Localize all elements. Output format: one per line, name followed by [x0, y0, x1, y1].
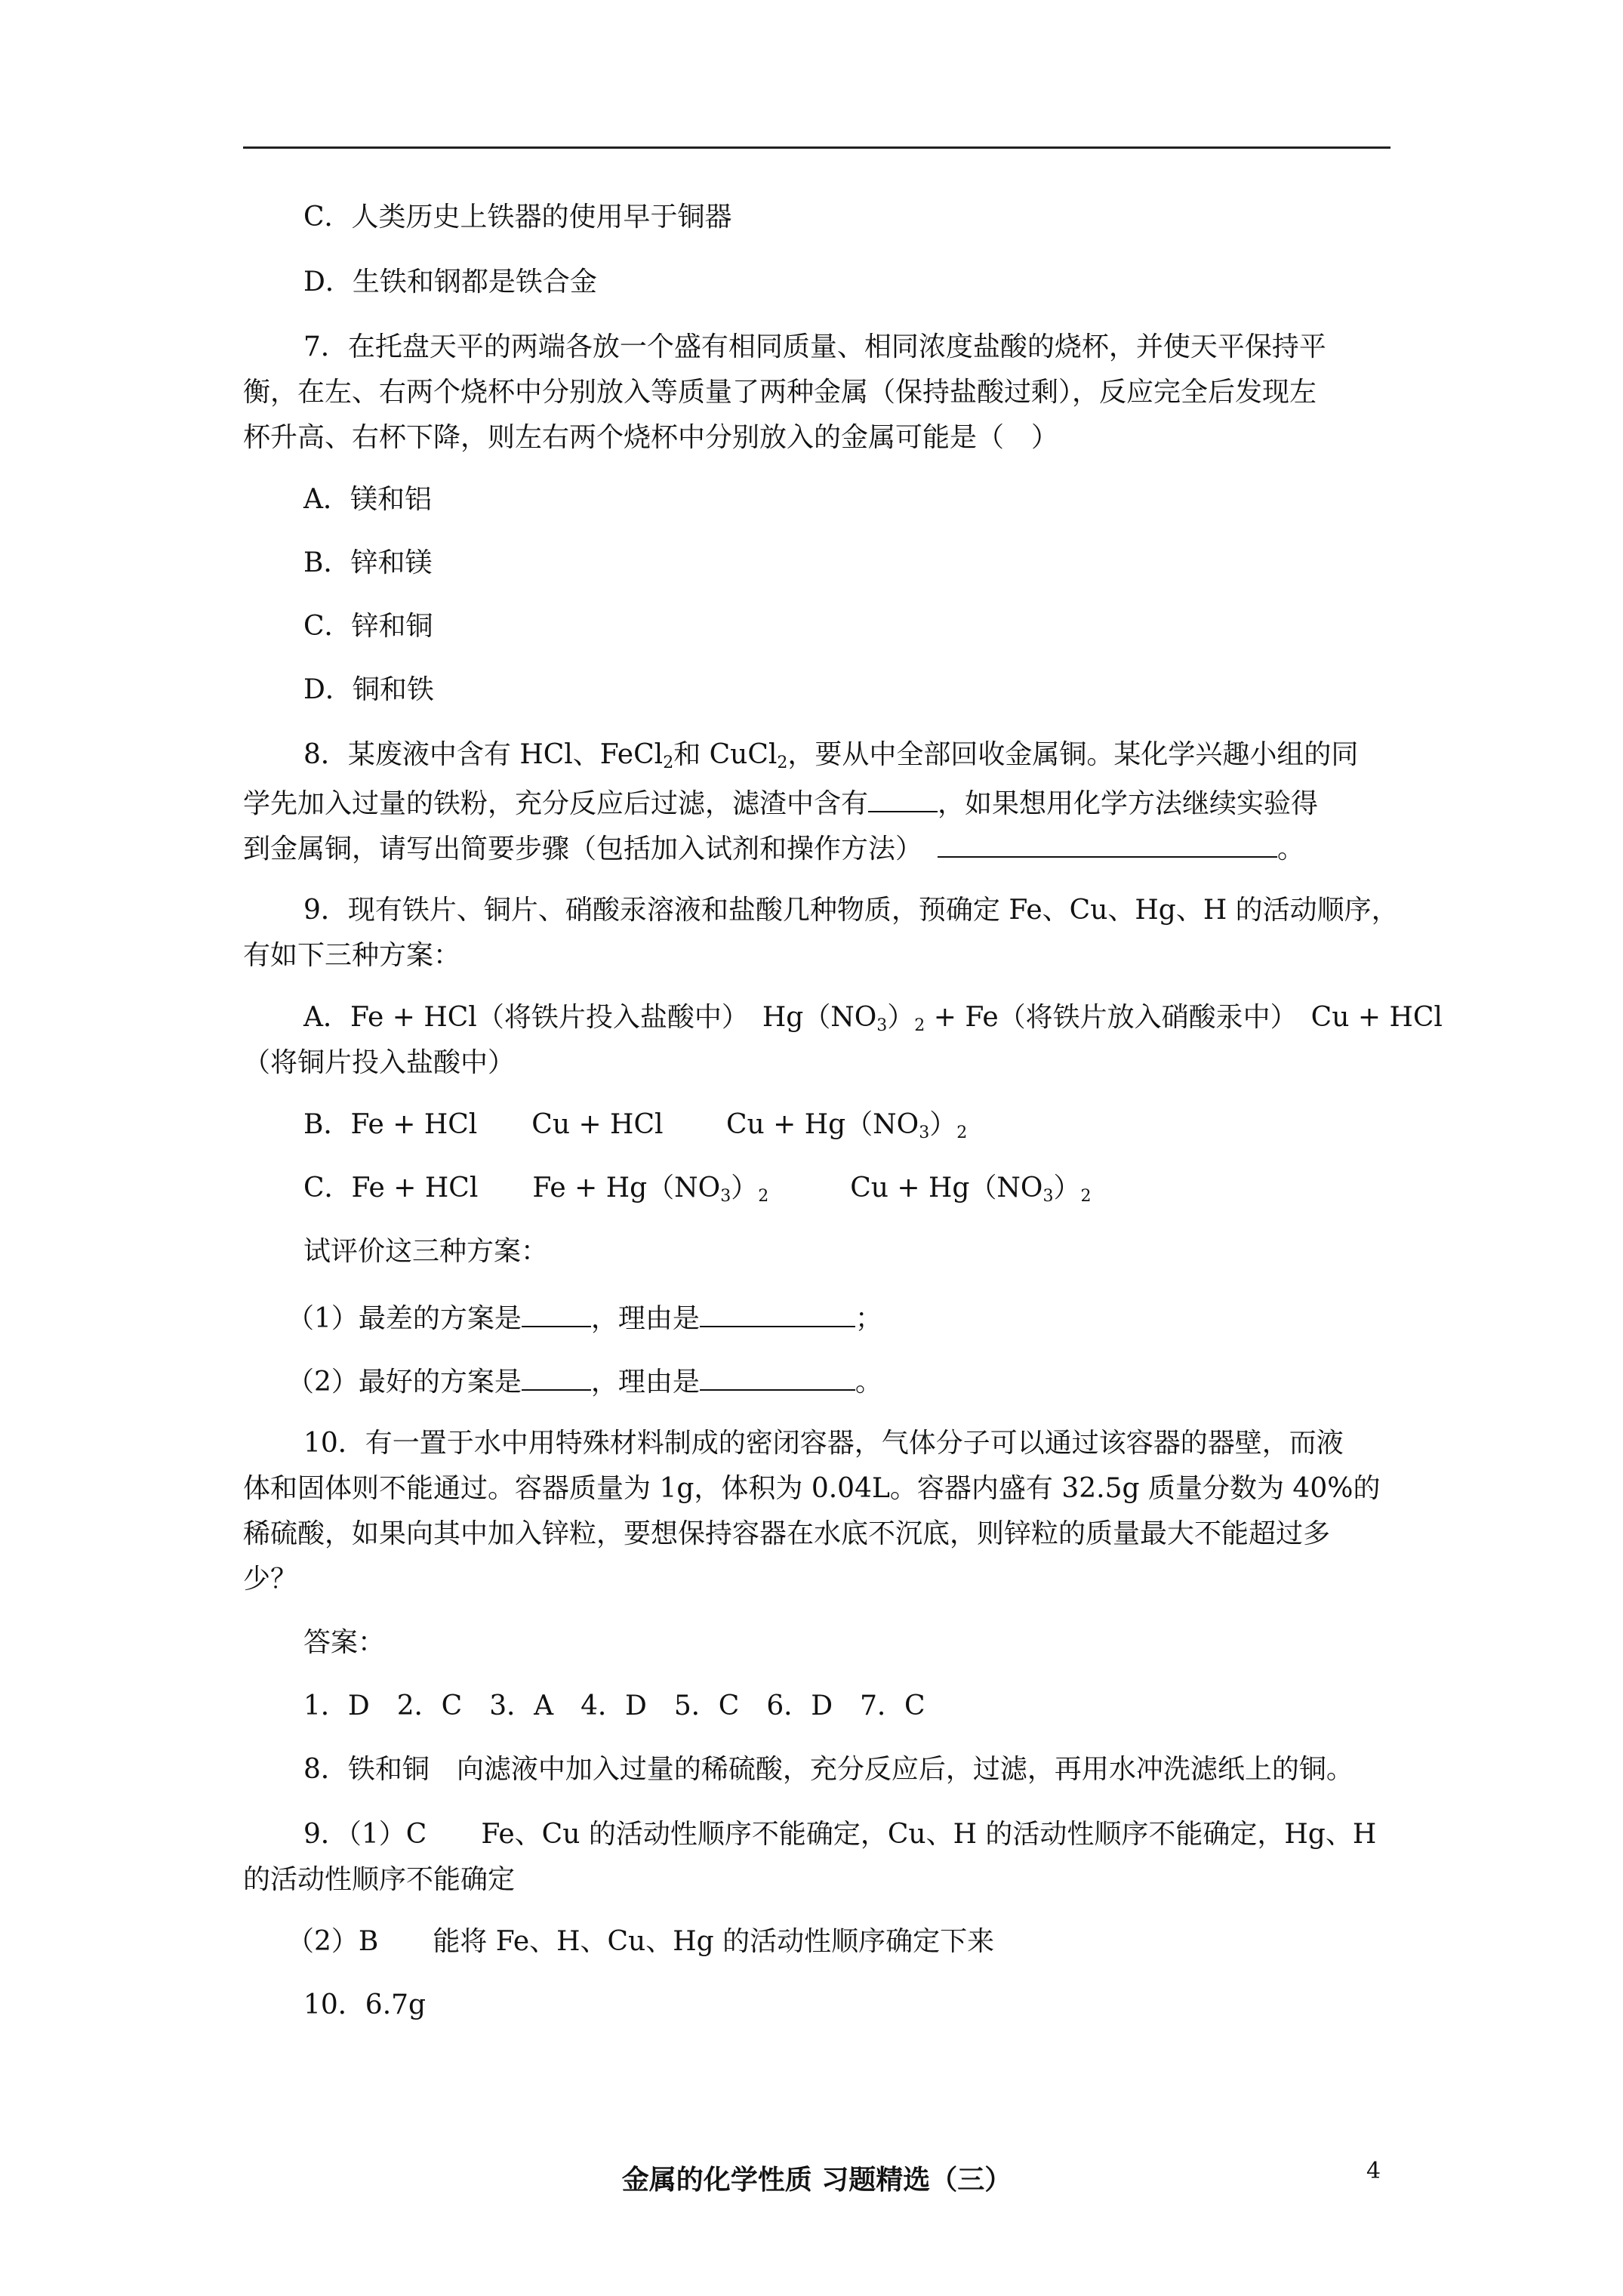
- q10-line-2: 体和固体则不能通过。容器质量为 1g，体积为 0.04L。容器内盛有 32.5g 质量分数为 40%的: [243, 1473, 1381, 1504]
- q9-line-1: 9．现有铁片、铜片、硝酸汞溶液和盐酸几种物质，预确定 Fe、Cu、Hg、H 的活动顺序，: [303, 895, 1399, 926]
- q8-line-2: [243, 784, 1390, 821]
- page-number: 4: [1366, 2158, 1381, 2184]
- q8-line-1: [303, 738, 1390, 772]
- subscript: 2: [1080, 1187, 1092, 1206]
- subscript: 2: [956, 1123, 968, 1142]
- subscript: 3: [876, 1016, 888, 1035]
- q7-line-3: 杯升高、右杯下降，则左右两个烧杯中分别放入的金属可能是（ ）: [243, 422, 1059, 453]
- answers-1-7: 1．D 2．C 3．A 4．D 5．C 6．D 7．C: [303, 1690, 925, 1721]
- q7-option-b: B．锌和镁: [303, 547, 433, 578]
- answer-9-sub-2: （2）B 能将 Fe、H、Cu、Hg 的活动性顺序确定下来: [287, 1926, 995, 1957]
- subscript: 3: [919, 1123, 930, 1142]
- answer-9-line-1: 9．（1）C Fe、Cu 的活动性顺序不能确定，Cu、H 的活动性顺序不能确定，Hg、H: [303, 1819, 1377, 1850]
- q8-line-3: [243, 829, 1390, 866]
- subscript: 2: [663, 754, 674, 772]
- subscript: 2: [758, 1187, 769, 1206]
- answers-title: 答案：: [303, 1627, 386, 1658]
- q9-text: ；: [855, 1303, 882, 1334]
- q8-text: 8．某废液中含有 HCl、FeCl: [303, 739, 664, 770]
- q8-text: ，如果想用化学方法继续实验得: [938, 788, 1319, 819]
- answer-blank: [700, 1362, 855, 1391]
- q7-option-c: C．锌和铜: [303, 611, 433, 642]
- q8-text: 学先加入过量的铁粉，充分反应后过滤，滤渣中含有: [243, 788, 869, 819]
- answer-blank: [938, 829, 1277, 858]
- q10-line-1: 10．有一置于水中用特殊材料制成的密闭容器，气体分子可以通过该容器的器壁，而液: [303, 1428, 1344, 1459]
- plan-text: Cu + Hg（NO: [768, 1173, 1043, 1203]
- q10-line-4: 少？: [243, 1564, 298, 1595]
- answer-9-line-2: 的活动性顺序不能确定: [243, 1864, 516, 1895]
- q9-plan-c: [303, 1172, 1390, 1205]
- answer-blank: [522, 1299, 591, 1327]
- q9-sub-1: [287, 1299, 1434, 1336]
- q7-line-2: 衡，在左、右两个烧杯中分别放入等质量了两种金属（保持盐酸过剩），反应完全后发现左: [243, 377, 1317, 408]
- section-title: 金属的化学性质 习题精选（三）: [621, 2165, 1012, 2196]
- q10-line-3: 稀硫酸，如果向其中加入锌粒，要想保持容器在水底不沉底，则锌粒的质量最大不能超过多: [243, 1518, 1331, 1549]
- q8-text: 和 CuCl: [673, 739, 778, 770]
- q9-sub-2: [287, 1362, 1434, 1399]
- q7-option-d: D．铜和铁: [303, 674, 434, 705]
- subscript: 2: [914, 1016, 925, 1035]
- plan-text: + Fe（将铁片放入硝酸汞中） Cu + HCl: [925, 1002, 1443, 1033]
- q9-line-2: 有如下三种方案：: [243, 940, 461, 971]
- q8-text: 。: [1277, 834, 1305, 864]
- answer-blank: [700, 1299, 855, 1327]
- q9-plan-a-line-1: [303, 1001, 1443, 1035]
- q9-text: （2）最好的方案是: [287, 1367, 522, 1398]
- q9-text: （1）最差的方案是: [287, 1303, 522, 1334]
- q7-line-1: 7．在托盘天平的两端各放一个盛有相同质量、相同浓度盐酸的烧杯，并使天平保持平: [303, 331, 1326, 362]
- plan-text: ）: [1053, 1173, 1081, 1203]
- plan-text: C．Fe + HCl Fe + Hg（NO: [303, 1173, 721, 1203]
- answer-10: 10．6.7g: [303, 1989, 427, 2020]
- header-rule: [243, 146, 1390, 149]
- q9-text: ，理由是: [590, 1303, 700, 1334]
- subscript: 2: [777, 754, 788, 772]
- q8-text: ，要从中全部回收金属铜。某化学兴趣小组的同: [787, 739, 1359, 770]
- q7-option-a: A．镁和铝: [303, 484, 432, 515]
- plan-text: ）: [887, 1002, 915, 1033]
- q9-evaluate: 试评价这三种方案：: [303, 1236, 549, 1267]
- q9-plan-b: [303, 1108, 1390, 1142]
- q8-text: 到金属铜，请写出简要步骤（包括加入试剂和操作方法）: [243, 834, 923, 864]
- q6-option-c: C．人类历史上铁器的使用早于铜器: [303, 202, 732, 233]
- plan-text: ）: [929, 1109, 957, 1140]
- plan-text: ）: [731, 1173, 759, 1203]
- subscript: 3: [720, 1187, 731, 1206]
- q6-option-d: D．生铁和钢都是铁合金: [303, 267, 597, 297]
- plan-text: B．Fe + HCl Cu + HCl Cu + Hg（NO: [303, 1109, 919, 1140]
- answer-8: 8．铁和铜 向滤液中加入过量的稀硫酸，充分反应后，过滤，再用水冲洗滤纸上的铜。: [303, 1754, 1354, 1785]
- answer-blank: [522, 1362, 591, 1391]
- q9-text: 。: [855, 1367, 882, 1398]
- q9-plan-a-line-2: （将铜片投入盐酸中）: [243, 1047, 516, 1078]
- q9-text: ，理由是: [590, 1367, 700, 1398]
- plan-text: A．Fe + HCl（将铁片投入盐酸中） Hg（NO: [303, 1002, 877, 1033]
- answer-blank: [868, 784, 938, 812]
- subscript: 3: [1042, 1187, 1054, 1206]
